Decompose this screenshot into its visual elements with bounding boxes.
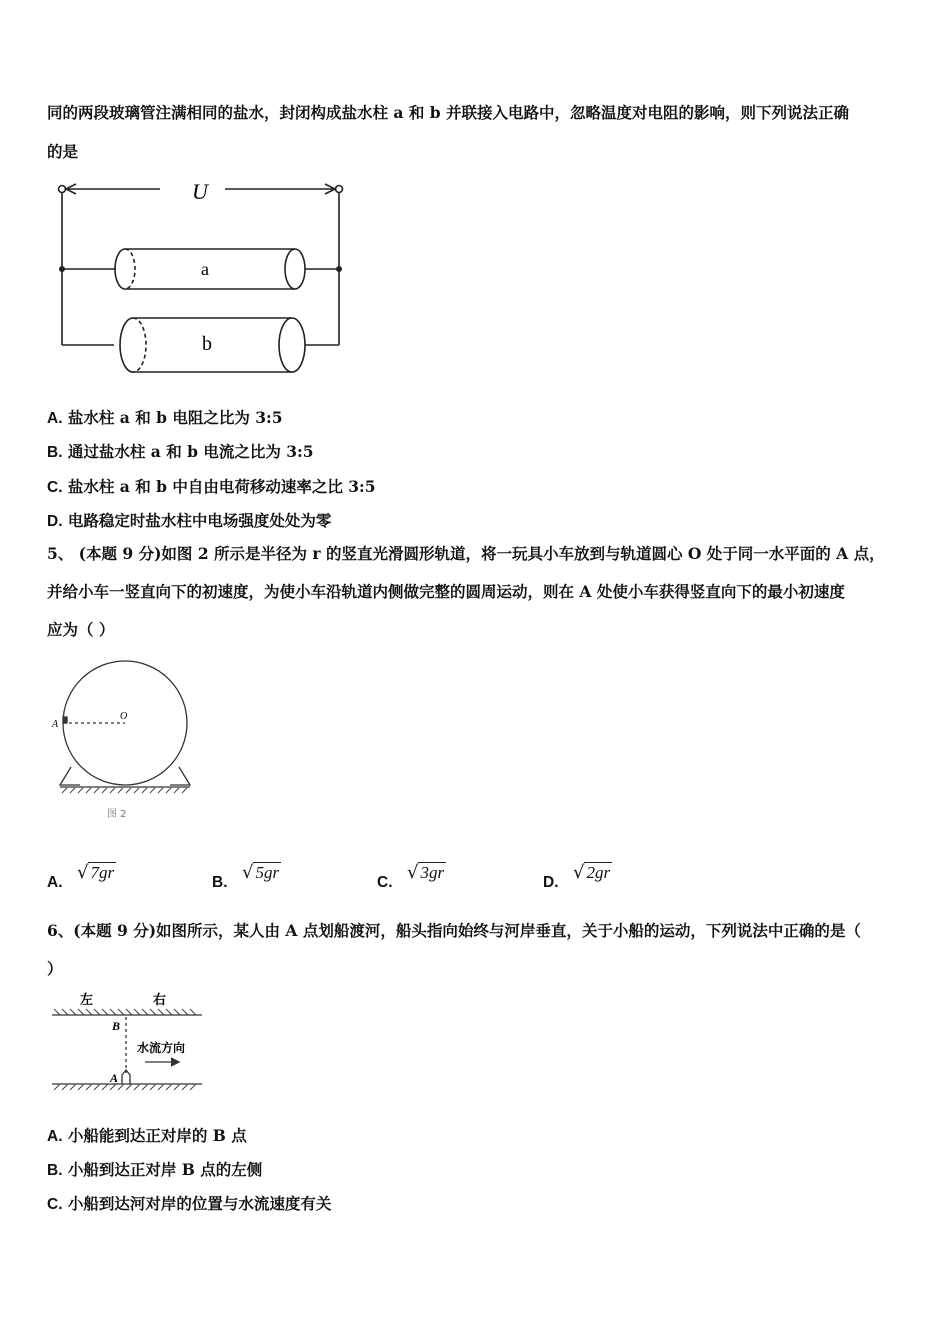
q6-line-1: 6、(本题 9 分)如图所示，某人由 A 点划船渡河，船头指向始终与河岸垂直，关于小船的运动，下列说法中正确的是（ xyxy=(47,921,861,940)
option-text: 小船能到达正对岸的 B 点 xyxy=(67,1126,247,1145)
sqrt-icon: √ xyxy=(242,862,254,883)
q6-option-b xyxy=(47,1158,262,1180)
flow-direction-label: 水流方向 xyxy=(137,1041,186,1055)
q6-option-c xyxy=(47,1192,331,1214)
option-text: 盐水柱 a 和 b 电阻之比为 3:5 xyxy=(67,408,283,427)
sqrt-icon: √ xyxy=(77,862,89,883)
option-key: C. xyxy=(47,1196,63,1213)
option-key: A. xyxy=(47,410,63,427)
option-key: C. xyxy=(47,479,63,496)
river-crossing-figure xyxy=(47,987,212,1102)
q5-line-1: 5、 (本题 9 分)如图 2 所示是半径为 r 的竖直光滑圆形轨道，将一玩具小车放到与轨道圆心 O 处于同一水平面的 A 点， xyxy=(47,544,885,563)
point-a-label: A xyxy=(110,1071,119,1085)
option-key: D. xyxy=(47,513,63,530)
q4-option-b xyxy=(47,440,314,462)
q4-option-a xyxy=(47,406,283,428)
sqrt-icon: √ xyxy=(407,862,419,883)
left-label: 左 xyxy=(80,993,94,1008)
sqrt-icon: √ xyxy=(573,862,585,883)
q6-line-2: ） xyxy=(47,959,63,978)
option-key: A. xyxy=(47,1128,63,1145)
point-b-label: B xyxy=(112,1019,121,1033)
option-key: B. xyxy=(47,1162,63,1179)
option-text: 小船到达正对岸 B 点的左侧 xyxy=(67,1160,263,1179)
option-key: B. xyxy=(47,444,63,461)
option-key: C. xyxy=(377,874,393,891)
q5-line-2: 并给小车一竖直向下的初速度，为使小车沿轨道内侧做完整的圆周运动，则在 A 处使小车获得竖直向下的最小初速度 xyxy=(47,582,845,601)
q4-option-c xyxy=(47,475,376,497)
option-key: D. xyxy=(543,874,559,891)
option-text: 电路稳定时盐水柱中电场强度处处为零 xyxy=(67,511,332,530)
intro-line-1: 同的两段玻璃管注满相同的盐水，封闭构成盐水柱 a 和 b 并联接入电路中，忽略温度对电阻的影响，则下列说法正确 xyxy=(47,103,849,122)
point-a-label: A xyxy=(52,719,59,730)
option-text: 通过盐水柱 a 和 b 电流之比为 3:5 xyxy=(67,442,314,461)
circular-track-figure xyxy=(45,655,205,825)
option-text: 小船到达河对岸的位置与水流速度有关 xyxy=(67,1194,332,1213)
sqrt-expression xyxy=(77,862,116,883)
q6-option-a xyxy=(47,1124,247,1146)
circuit-diagram xyxy=(50,172,360,387)
sqrt-expression xyxy=(242,862,281,883)
right-label: 右 xyxy=(153,993,167,1008)
intro-line-2: 的是 xyxy=(47,142,79,161)
radicand: 2gr xyxy=(586,863,611,882)
option-key: B. xyxy=(212,874,228,891)
option-text: 盐水柱 a 和 b 中自由电荷移动速率之比 3:5 xyxy=(67,477,376,496)
option-key: A. xyxy=(47,874,63,891)
radicand: 3gr xyxy=(420,863,445,882)
voltage-label: U xyxy=(192,179,208,204)
tube-a-label: a xyxy=(201,259,209,279)
sqrt-expression xyxy=(573,862,612,883)
q4-option-d xyxy=(47,509,331,531)
tube-b-label: b xyxy=(202,333,212,355)
point-o-label: O xyxy=(120,711,128,722)
radicand: 7gr xyxy=(90,863,115,882)
figure-caption: 图 2 xyxy=(107,809,127,820)
radicand: 5gr xyxy=(255,863,280,882)
sqrt-expression xyxy=(407,862,446,883)
q5-line-3: 应为（ ） xyxy=(47,620,115,639)
q5-options xyxy=(0,862,950,902)
